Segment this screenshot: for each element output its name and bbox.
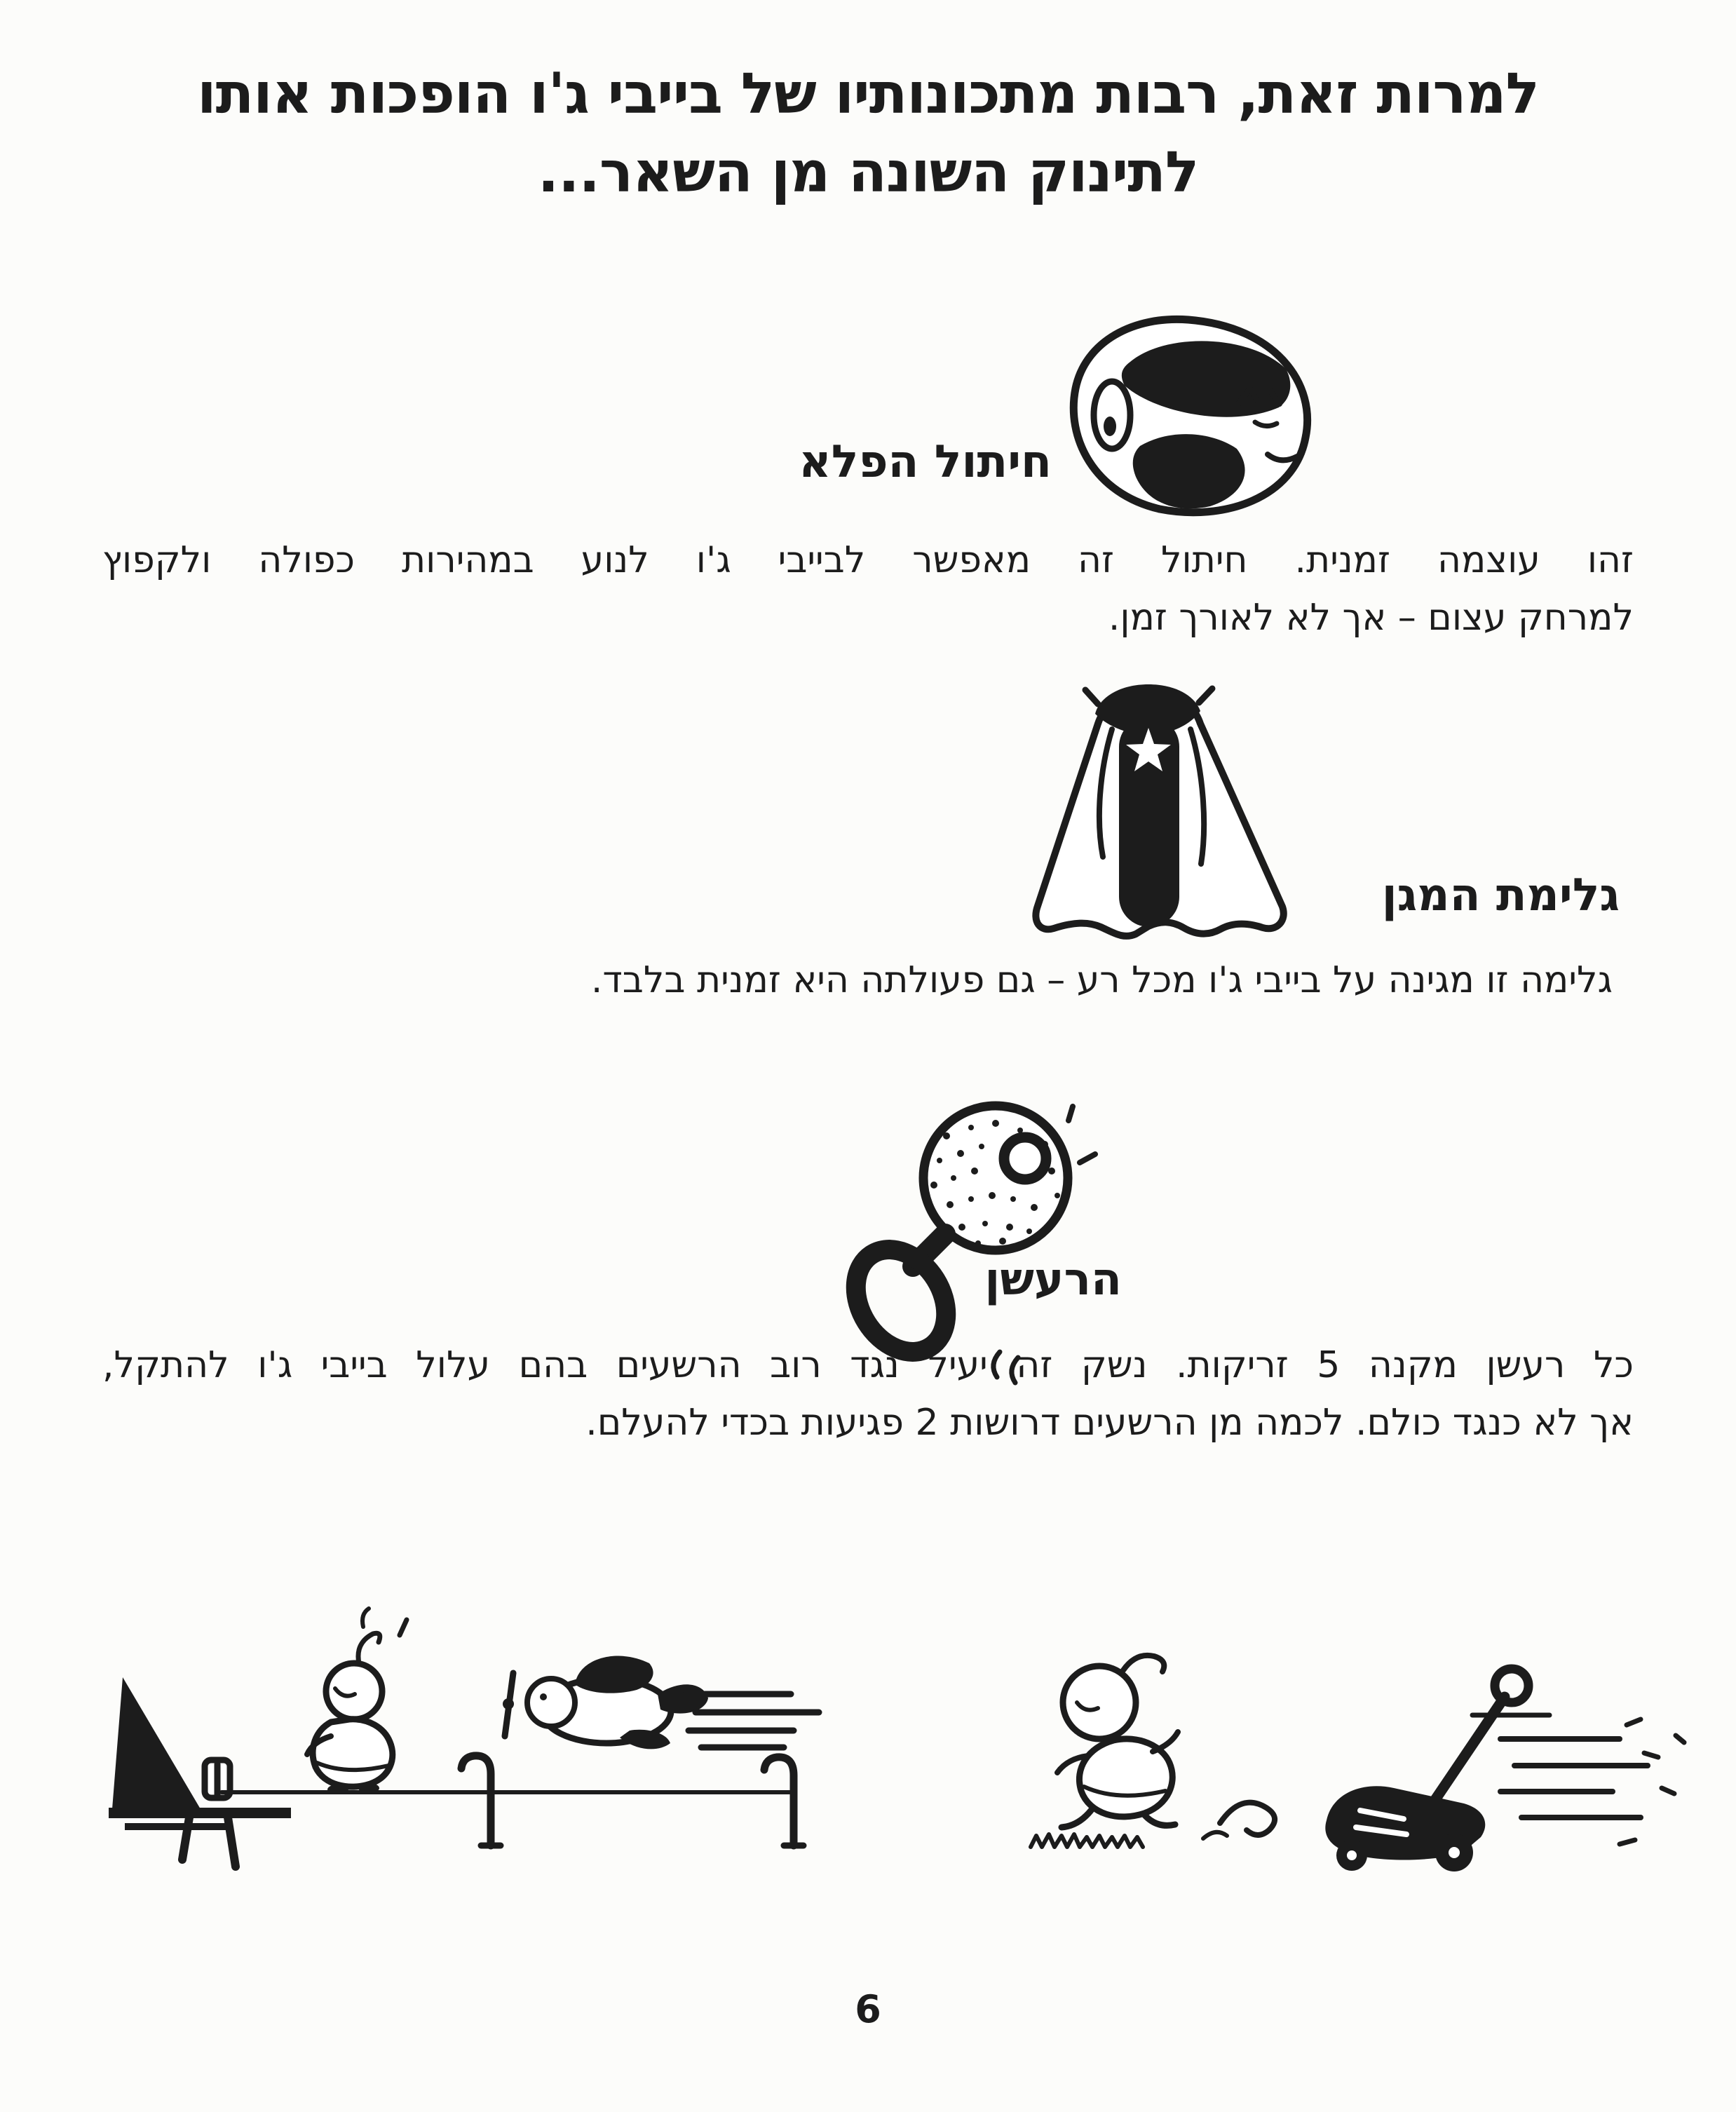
- body-line: כל רעשן מקנה 5 זריקות. נשק זה יעיל נגד רוב הרשעים בהם עלול בייבי ג'ו להתקל,: [102, 1344, 1634, 1386]
- cartoon-plane: [503, 1656, 708, 1749]
- section-body-wonder-diaper: [102, 532, 1634, 647]
- page-title-line-2: לתינוק השונה מן השאר...: [537, 140, 1199, 205]
- section-heading-wonder-diaper: חיתול הפלא: [799, 436, 1052, 488]
- sail-triangle: [112, 1677, 201, 1809]
- section-heading-rattle: הרעשן: [984, 1254, 1122, 1306]
- body-line: אך לא כנגד כולם. לכמה מן הרשעים דרושות 2 פגיעות בכדי להעלם.: [585, 1402, 1634, 1444]
- shield-cape-icon: [968, 673, 1339, 961]
- grass-tufts: [1031, 1834, 1143, 1847]
- tightrope-baby: [307, 1609, 407, 1794]
- baby-on-tightrope-with-plane-scene: [84, 1599, 855, 1900]
- wire-pole: [461, 1756, 491, 1846]
- mower-motion-lines: [1472, 1715, 1684, 1844]
- lawnmower: [1325, 1669, 1528, 1871]
- section-body-shield-cape: גלימה זו מגינה על בייבי ג'ו מכל רע – גם פעולתה היא זמנית בלבד.: [590, 959, 1613, 1001]
- smoke-puff: [1203, 1803, 1275, 1839]
- running-baby: [1057, 1656, 1178, 1827]
- wonder-diaper-icon: [1045, 309, 1332, 526]
- wire-pole: [764, 1757, 794, 1846]
- page-number: 6: [855, 1987, 881, 2031]
- page-title: [0, 55, 1736, 212]
- section-body-rattle: [102, 1336, 1634, 1451]
- baby-chased-by-lawnmower-scene: [1010, 1613, 1711, 1893]
- body-line: למרחק עצום – אך לא לאורך זמן.: [1108, 597, 1634, 639]
- page-title-line-1: למרות זאת, רבות מתכונותיו של בייבי ג'ו הופכות אותו: [197, 61, 1539, 126]
- section-heading-shield-cape: גלימת המגן: [1381, 869, 1620, 921]
- body-line: זהו עוצמה זמנית. חיתול זה מאפשר לבייבי ג'ו לנוע במהירות כפולה ולקפוץ: [102, 539, 1634, 581]
